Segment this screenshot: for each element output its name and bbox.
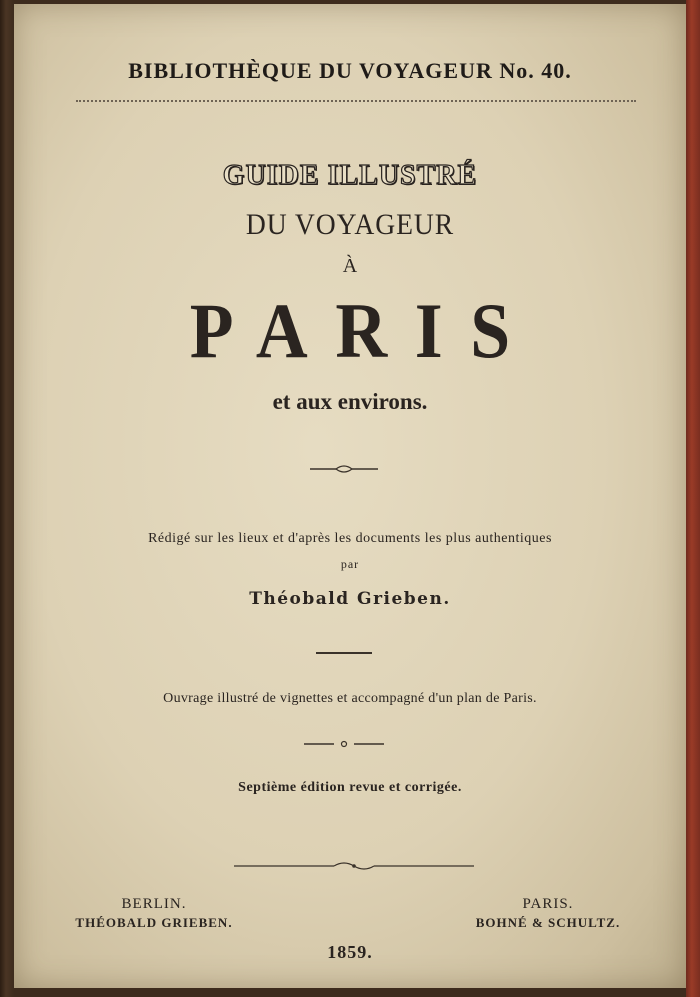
dotted-divider: [76, 100, 636, 102]
title-page: [14, 4, 686, 988]
ornament-divider-1: [310, 463, 378, 475]
imprint-right-publisher: BOHNÉ & SCHULTZ.: [475, 915, 621, 930]
book-spine: [686, 0, 700, 997]
edition-line: Septième édition revue et corrigée.: [238, 780, 462, 795]
imprint-right-city: PARIS.: [522, 896, 574, 912]
credit-line: Rédigé sur les lieux et d'après les documents les plus authentiques: [148, 531, 552, 546]
series-heading: BIBLIOTHÈQUE DU VOYAGEUR No. 40.: [128, 58, 572, 83]
imprint-right: [428, 896, 668, 931]
imprint-left: [44, 896, 264, 931]
imprint-left-publisher: THÉOBALD GRIEBEN.: [75, 915, 233, 930]
credit-par: par: [340, 557, 360, 571]
publication-year: 1859.: [327, 942, 373, 962]
title-a: À: [342, 255, 358, 277]
title-environs: et aux environs.: [272, 389, 428, 414]
imprint-left-city: BERLIN.: [121, 896, 187, 912]
title-du-voyageur: DU VOYAGEUR: [245, 208, 455, 241]
short-divider: [316, 652, 372, 654]
title-guide-illustre: GUIDE ILLUSTRÉ: [222, 160, 478, 191]
ornament-divider-2: [304, 738, 384, 750]
title-paris: PARIS: [189, 287, 538, 374]
author-name: Théobald Grieben.: [249, 589, 451, 609]
ornament-divider-3: [234, 860, 474, 872]
description-line: Ouvrage illustré de vignettes et accompagné d'un plan de Paris.: [163, 691, 537, 706]
